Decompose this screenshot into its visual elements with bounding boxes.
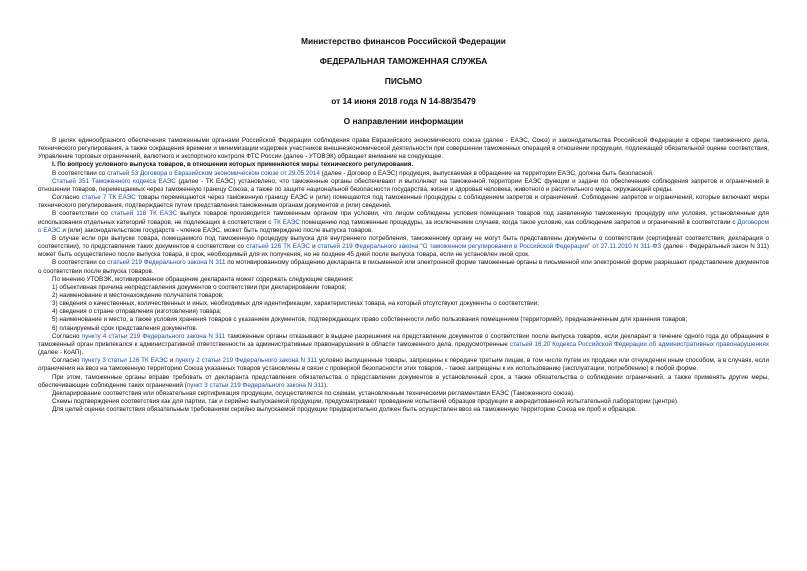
paragraph-text: Для целей оценки соответствия обязательным требованиям серийно выпускаемой продукции предварительно должен быть осуществлен ввоз на таможенную территорию Союза ее проб и образцов. [52, 406, 637, 414]
document-date-number: от 14 июня 2018 года N 14-88/35479 [331, 96, 476, 106]
document-link[interactable]: Статьей 351 Таможенного кодекса ЕАЭС [52, 177, 176, 185]
paragraph-text: 5) наименование и место, а также условия хранения товаров с указанием документов, подтверждающих право собственности либо пользования помещением (территорией), предназначенным для хранения товаров; [52, 316, 688, 324]
paragraph [38, 357, 769, 373]
paragraph-text: условно выпущенные товары, запрещены к передаче третьим лицам, в том числе путем их продажи или отчуждения иным способом, а в случаях, если ограничения на ввоз на таможенную территорию Союза указанных товаров установлены в связи с проверкой безопасности этих товаров, - также запрещены к их использованию (эксплуатации, потреблению) в любой форме. [38, 357, 769, 373]
document-body [38, 137, 769, 414]
document-link[interactable]: Договором о ЕАЭС [38, 218, 769, 234]
document-link[interactable]: статьей 53 Договора о Евразийском экономическом союзе от 29.05.2014 [106, 169, 320, 177]
document-link[interactable]: статьей 219 Федерального закона "О таможенном регулировании в Российской Федерации" от 27.11.2010 N 311-ФЗ [317, 243, 662, 251]
paragraph [38, 276, 769, 284]
paragraph-text: товары перемещаются через таможенную границу ЕАЭС и (или) помещаются под таможенные процедуры с соблюдением запретов и ограничений. Соблюдение запретов и ограничений, которые включают меры технического регулирования, подтверждается путем представления таможенным органам документов и (или) сведений. [38, 194, 770, 210]
paragraph-text: 4) сведения о стране отправления (изготовления) товара; [52, 308, 222, 316]
document-subject: О направлении информации [343, 116, 464, 126]
paragraph-text: выпуск товаров производится таможенным органом при условии, что лицом соблюдены условия помещения товаров под заявленную таможенную процедуру или условия, установленные для использования отдельных категорий товаров, не подлежащих в соответствии с [38, 210, 769, 226]
paragraph-text: Схемы подтверждения соответствия как для партии, так и серийно выпускаемой продукции, предусматривают проведение испытаний образцов продукции в аккредитованной испытательной лаборатории (центре). [52, 398, 679, 405]
paragraph-text: таможенные органы отказывают в выдаче разрешения на представление документов о соответствии после выпуска товаров, если декларант в течение одного года до обращения в таможенный орган привлекался к административной ответственности за административные правонарушения в области таможенного дела, предусмотренные [38, 332, 770, 348]
paragraph [38, 161, 769, 169]
paragraph [38, 259, 769, 275]
document [38, 36, 769, 414]
paragraph-text: В соответствии со [52, 259, 108, 267]
paragraph-text: ). [324, 381, 328, 389]
paragraph [38, 398, 769, 406]
paragraph-text: помещению под таможенные процедуры, за исключением случаев, когда такое условие, как соблюдение запретов и ограничений в соответствии с [299, 218, 738, 226]
paragraph [38, 406, 769, 414]
paragraph-text: Согласно [52, 357, 82, 365]
paragraph [38, 390, 769, 398]
paragraph-text: Согласно [52, 332, 82, 340]
paragraph [38, 235, 769, 259]
paragraph-text: В случае если при выпуске товара, помещаемого под таможенную процедуру выпуска для внутреннего потребления, таможенному органу не могут быть представлены документы о соответствии (сертификат соответствия, декларация о соответствии), то представление таких документов в соответствии со [38, 234, 769, 251]
paragraph [38, 325, 769, 333]
paragraph-text: (далее - Федеральный закон N 311) может быть осуществлено после выпуска товара, в срок, необходимый для их получения, но не позднее 45 дней после выпуска товара, если не установлен иной срок. [38, 243, 769, 259]
paragraph [38, 292, 769, 300]
paragraph-text: и [310, 243, 318, 251]
paragraph-text: по мотивированному обращению декларанта в письменной или электронной форме таможенные органы в письменной или электронной форме разрешают представление документов о соответствии после выпуска товаров. [38, 259, 769, 275]
paragraph-text: При этом, таможенные органы вправе требовать от декларанта представления обязательства о представлении документов в установленный срок, а также обязательства о соблюдении ограничений, а также применять другие меры, обеспечивающие соблюдение таких ограничений ( [38, 373, 769, 389]
paragraph-text: В целях единообразного обеспечения таможенными органами Российской Федерации соблюдения права Евразийского экономического союза (далее - ЕАЭС, Союз) и законодательства Российской Федерации в сфере таможенного дела, технического регулирования, а также сокращения времени и минимизации издержек участников внешнеэкономической деятельности при совершении таможенных операций в отношении продукции, подлежащей обязательной оценке соответствия, Управление торговых ограничений, валютного и экспортного контроля ФТС России (далее - УТОВЭК) обращает внимание на следующее. [38, 137, 769, 161]
paragraph-text: Согласно [52, 194, 82, 202]
paragraph [38, 316, 769, 324]
paragraph [38, 194, 769, 210]
section-heading: I. По вопросу условного выпуска товаров, в отношении которых применяются меры технического регулирования. [52, 161, 414, 169]
document-link[interactable]: статьей 16.20 Кодекса Российской Федерации об административных правонарушениях [509, 340, 770, 348]
service-heading: ФЕДЕРАЛЬНАЯ ТАМОЖЕННАЯ СЛУЖБА [319, 56, 488, 66]
paragraph-text: 6) планируемый срок представления документов. [52, 324, 198, 332]
document-link[interactable]: статьей 126 ТК ЕАЭС [246, 243, 311, 251]
ministry-heading: Министерство финансов Российской Федерации [301, 36, 506, 46]
paragraph-text: 1) объективная причина непредставления документов о соответствии при декларировании товаров; [52, 283, 347, 291]
paragraph [38, 284, 769, 292]
paragraph-text: В соответствии со [52, 210, 111, 218]
document-link[interactable]: статье 7 ТК ЕАЭС [81, 194, 136, 202]
paragraph-text: В соответствии со [52, 169, 107, 177]
document-link[interactable]: статьей 118 ТК ЕАЭС [110, 210, 178, 218]
paragraph [38, 170, 769, 178]
document-link[interactable]: пункту 4 статьи 219 Федерального закона N 311 [81, 332, 226, 340]
paragraph [38, 178, 769, 194]
document-link[interactable]: пункту 2 статьи 219 Федерального закона N 311 [175, 357, 318, 365]
paragraph-text: Декларирование соответствия или обязательная сертификация продукции, осуществляется по схемам, установленным техническими регламентами ЕАЭС (Таможенного союза). [52, 389, 575, 397]
document-link[interactable]: пункту 3 статьи 126 ТК ЕАЭС [81, 357, 168, 365]
paragraph-text: (далее - КоАП). [38, 349, 84, 357]
paragraph [38, 300, 769, 308]
document-type: ПИСЬМО [384, 76, 423, 86]
paragraph [38, 137, 769, 161]
document-link[interactable]: пункт 3 статьи 219 Федерального закона N 311 [186, 381, 325, 389]
paragraph-text: (далее - Договор о ЕАЭС) продукция, выпускаемая в обращение на территории ЕАЭС, должна быть безопасной. [319, 169, 654, 177]
paragraph-text: По мнению УТОВЭК, мотивированное обращение декларанта может содержать следующие сведения: [52, 275, 354, 283]
paragraph-text: 2) наименование и местонахождение получателя товаров; [52, 291, 224, 299]
paragraph-text: (далее - ТК ЕАЭС) установлено, что таможенные органы обеспечивают и выполняют на таможенной территории ЕАЭС функции и задачи по обеспечению соблюдения запретов и ограничений в отношении товаров, перемещаемых через таможенную границу Союза, а также по защите национальной безопасности государства, жизни и здоровья человека, животного и растительного мира, окружающей среды. [38, 177, 769, 193]
document-link[interactable]: статьей 219 Федерального закона N 311 [107, 259, 226, 267]
paragraph [38, 210, 769, 234]
document-link[interactable]: ТК ЕАЭС [273, 218, 300, 226]
paragraph [38, 374, 769, 390]
paragraph [38, 333, 769, 357]
paragraph-text: и (или) законодательством государств - членов ЕАЭС, может быть подтверждено после выпуска товаров. [60, 226, 374, 234]
paragraph-text: 3) сведения о качественных, количественных и иных, необходимых для идентификации, характеристиках товара, на который отсутствуют документы о соответствии; [52, 300, 539, 308]
paragraph-text: и [167, 357, 176, 365]
